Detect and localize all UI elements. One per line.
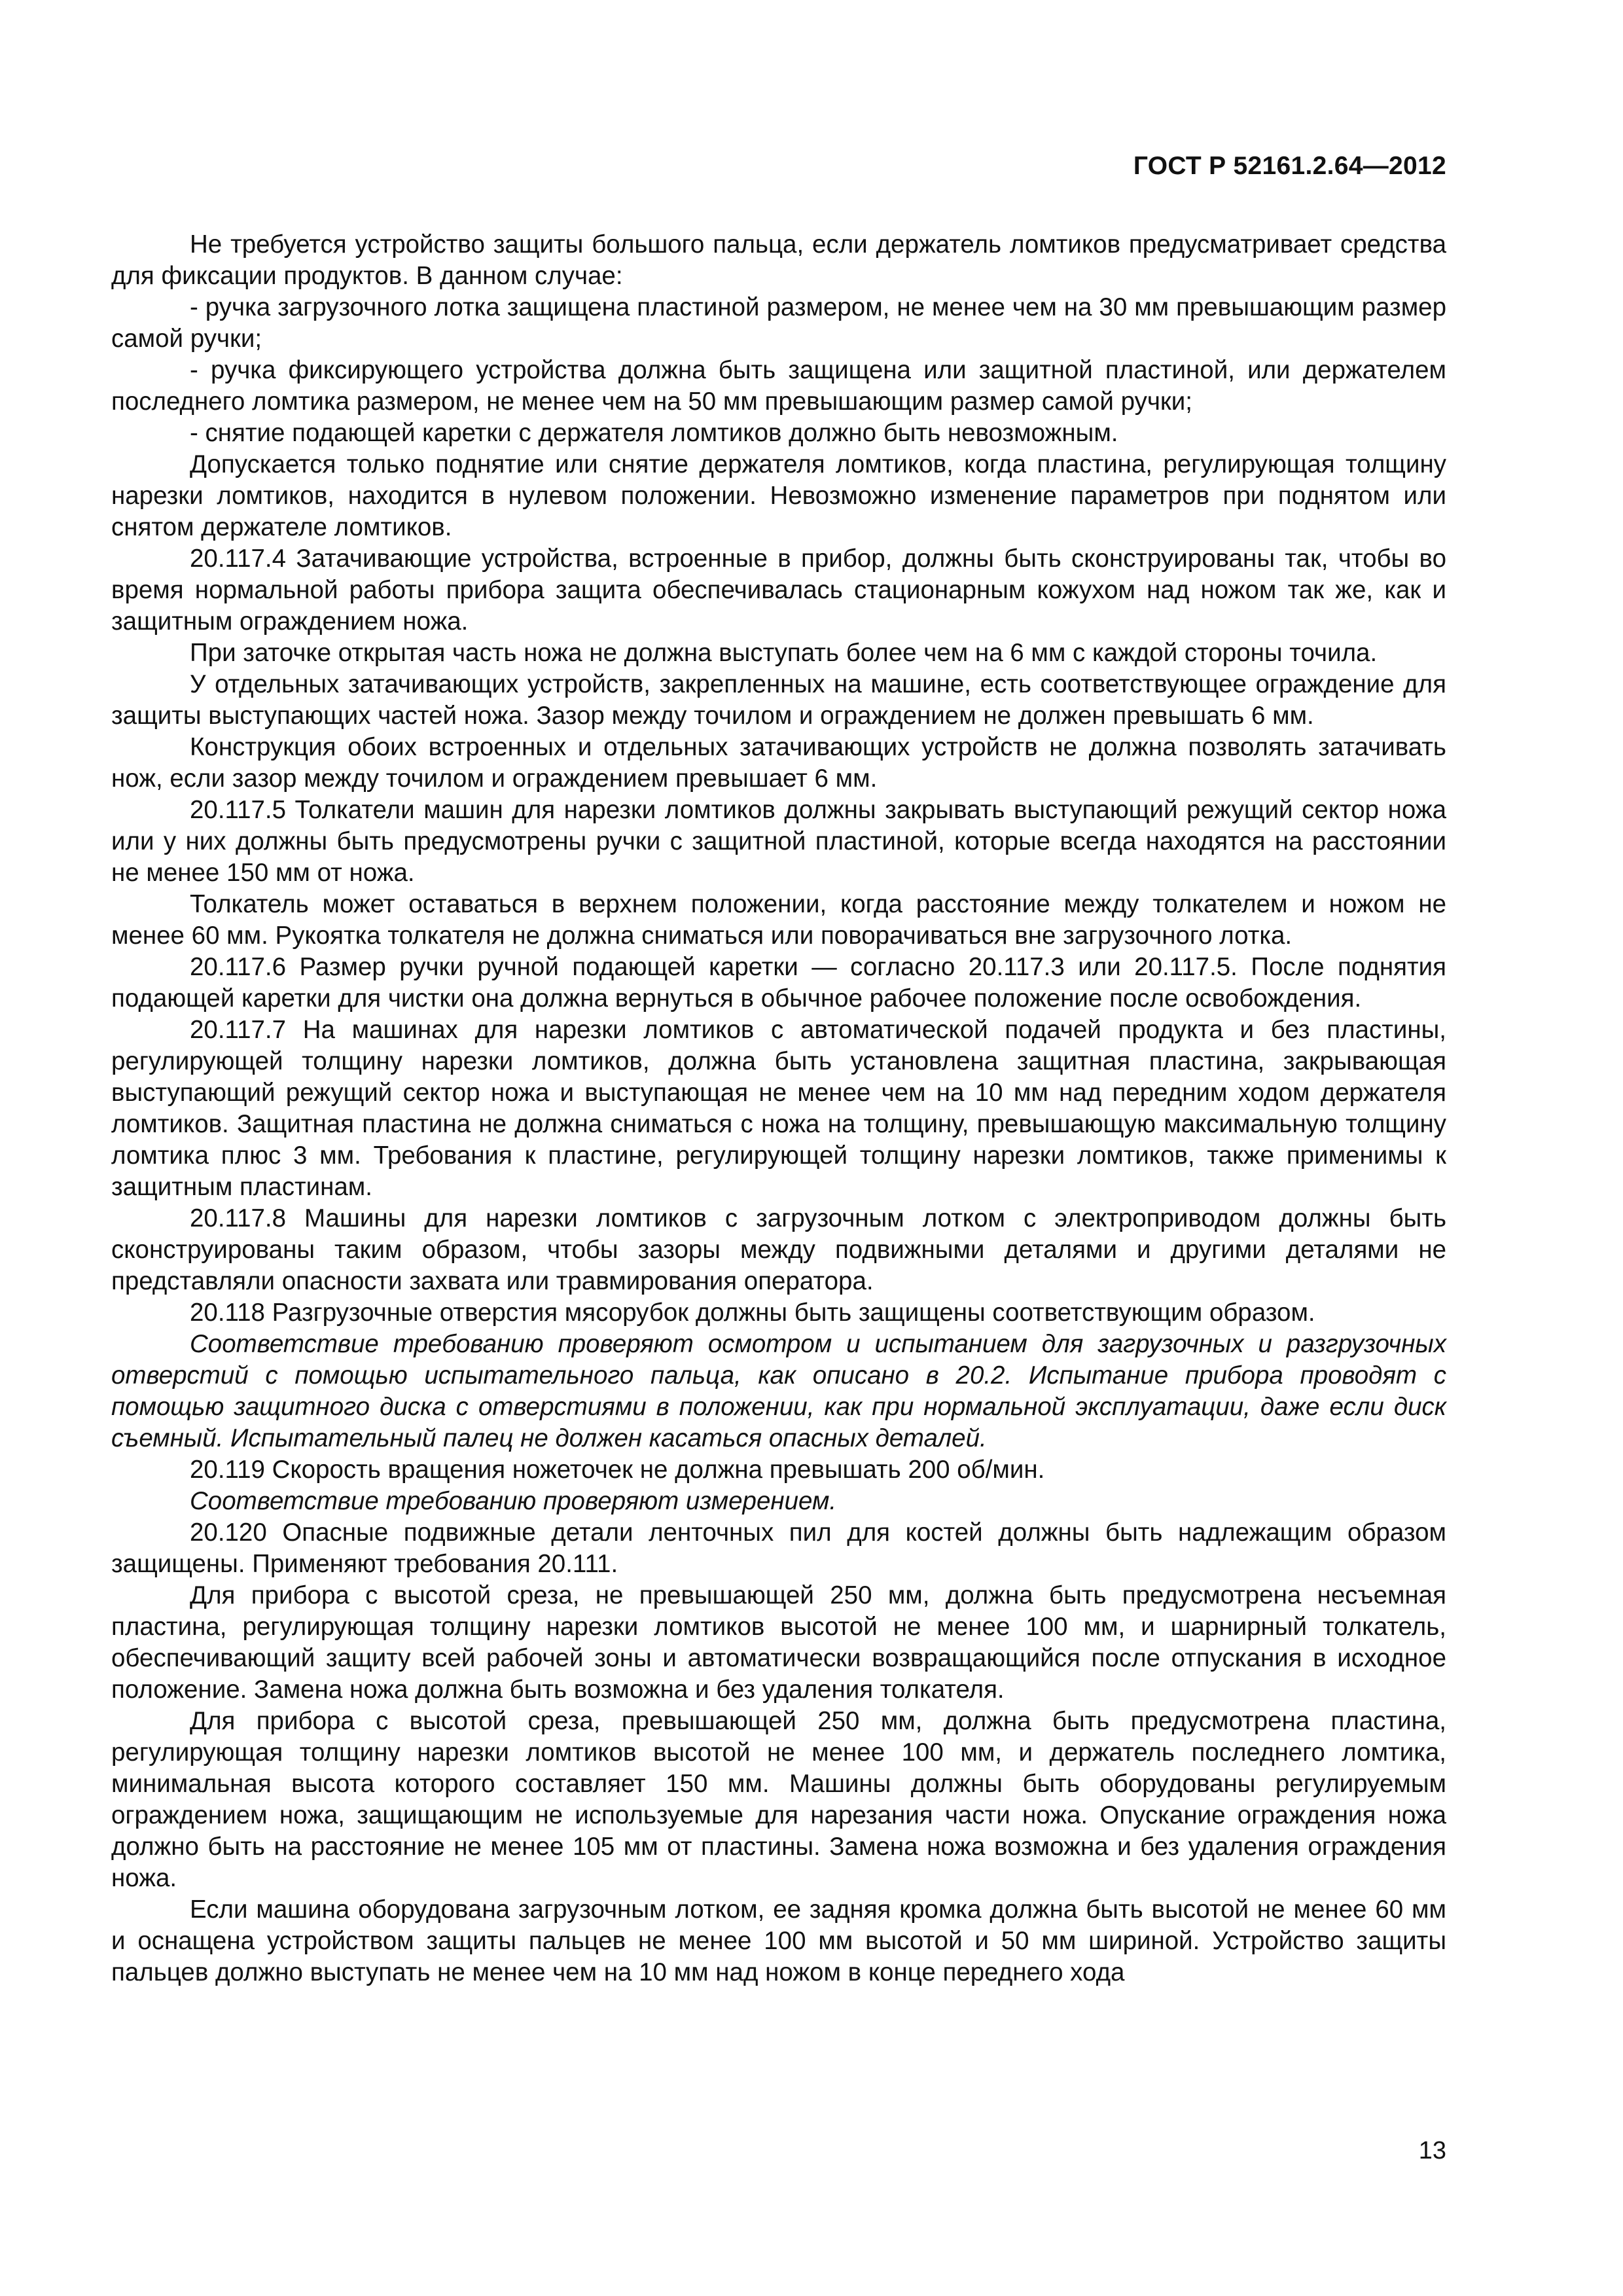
compliance-check-note: Соответствие требованию проверяют измерением. <box>190 1487 837 1515</box>
paragraph: Если машина оборудована загрузочным лотком, ее задняя кромка должна быть высотой не менее 60 мм и оснащена устройством защиты пальцев не менее 100 мм высотой и 50 мм шириной. Устройство защиты пальцев должно выступать не менее чем на 10 мм над ножом в конце переднего хода <box>111 1895 1446 1986</box>
paragraph: Допускается только поднятие или снятие держателя ломтиков, когда пластина, регулирующая толщину нарезки ломтиков, находится в нулевом положении. Невозможно изменение параметров при поднятом или снятом держателе ломтиков. <box>111 450 1446 541</box>
paragraph: При заточке открытая часть ножа не должна выступать более чем на 6 мм с каждой стороны точила. <box>190 639 1378 667</box>
paragraph: Для прибора с высотой среза, не превышающей 250 мм, должна быть предусмотрена несъемная пластина, регулирующая толщину нарезки ломтиков высотой не менее 100 мм, и шарнирный толкатель, обеспечивающий защиту всей рабочей зоны и автоматически возвращающийся после отпускания в исходное положение. Замена ножа должна быть возможна и без удаления толкателя. <box>111 1581 1446 1704</box>
document-body <box>111 229 1446 1988</box>
clause-20-117-6: 20.117.6 Размер ручки ручной подающей каретки — согласно 20.117.3 или 20.117.5. После поднятия подающей каретки для чистки она должна вернуться в обычное рабочее положение после освобождения. <box>111 953 1446 1013</box>
paragraph: Для прибора с высотой среза, превышающей 250 мм, должна быть предусмотрена пластина, регулирующая толщину нарезки ломтиков высотой не менее 100 мм, и держатель последнего ломтика, минимальная высота которого составляет 150 мм. Машины должны быть оборудованы регулируемым ограждением ножа, защищающим не используемые для нарезания части ножа. Опускание ограждения ножа должно быть на расстояние не менее 105 мм от пластины. Замена ножа возможна и без удаления ограждения ножа. <box>111 1707 1446 1892</box>
clause-20-118: 20.118 Разгрузочные отверстия мясорубок должны быть защищены соответствующим образом. <box>190 1299 1315 1327</box>
clause-20-117-4: 20.117.4 Затачивающие устройства, встроенные в прибор, должны быть сконструированы так, чтобы во время нормальной работы прибора защита обеспечивалась стационарным кожухом над ножом так же, как и защитным ограждением ножа. <box>111 545 1446 636</box>
paragraph: Конструкция обоих встроенных и отдельных затачивающих устройств не должна позволять затачивать нож, если зазор между точилом и ограждением превышает 6 мм. <box>111 733 1446 793</box>
paragraph: Не требуется устройство защиты большого пальца, если держатель ломтиков предусматривает средства для фиксации продуктов. В данном случае: <box>111 230 1446 290</box>
clause-20-117-7: 20.117.7 На машинах для нарезки ломтиков с автоматической подачей продукта и без пластины, регулирующей толщину нарезки ломтиков, должна быть установлена защитная пластина, закрывающая выступающий режущий сектор ножа и выступающая не менее чем на 10 мм над передним ходом держателя ломтиков. Защитная пластина не должна сниматься с ножа на толщину, превышающую максимальную толщину ломтика плюс 3 мм. Требования к пластине, регулирующей толщину нарезки ломтиков, также применимы к защитным пластинам. <box>111 1016 1446 1201</box>
clause-20-120: 20.120 Опасные подвижные детали ленточных пил для костей должны быть надлежащим образом защищены. Применяют требования 20.111. <box>111 1518 1446 1578</box>
paragraph: У отдельных затачивающих устройств, закрепленных на машине, есть соответствующее ограждение для защиты выступающих частей ножа. Зазор между точилом и ограждением не должен превышать 6 мм. <box>111 670 1446 730</box>
page-number: 13 <box>1418 2137 1446 2164</box>
list-item: - ручка загрузочного лотка защищена пластиной размером, не менее чем на 30 мм превышающим размер самой ручки; <box>111 293 1446 353</box>
clause-20-119: 20.119 Скорость вращения ножеточек не должна превышать 200 об/мин. <box>190 1456 1045 1484</box>
compliance-check-note: Соответствие требованию проверяют осмотром и испытанием для загрузочных и разгрузочных отверстий с помощью испытательного пальца, как описано в 20.2. Испытание прибора проводят с помощью защитного диска с отверстиями в положении, как при нормальной эксплуатации, даже если диск съемный. Испытательный палец не должен касаться опасных деталей. <box>111 1330 1446 1452</box>
clause-20-117-5: 20.117.5 Толкатели машин для нарезки ломтиков должны закрывать выступающий режущий сектор ножа или у них должны быть предусмотрены ручки с защитной пластиной, которые всегда находятся на расстоянии не менее 150 мм от ножа. <box>111 796 1446 887</box>
list-item: - снятие подающей каретки с держателя ломтиков должно быть невозможным. <box>190 419 1118 447</box>
clause-20-117-8: 20.117.8 Машины для нарезки ломтиков с загрузочным лотком с электроприводом должны быть сконструированы таким образом, чтобы зазоры между подвижными деталями и другими деталями не представляли опасности захвата или травмирования оператора. <box>111 1204 1446 1295</box>
paragraph: Толкатель может оставаться в верхнем положении, когда расстояние между толкателем и ножом не менее 60 мм. Рукоятка толкателя не должна сниматься или поворачиваться вне загрузочного лотка. <box>111 890 1446 950</box>
list-item: - ручка фиксирующего устройства должна быть защищена или защитной пластиной, или держателем последнего ломтика размером, не менее чем на 50 мм превышающим размер самой ручки; <box>111 356 1446 416</box>
document-header-standard-id: ГОСТ Р 52161.2.64—2012 <box>1133 152 1446 180</box>
